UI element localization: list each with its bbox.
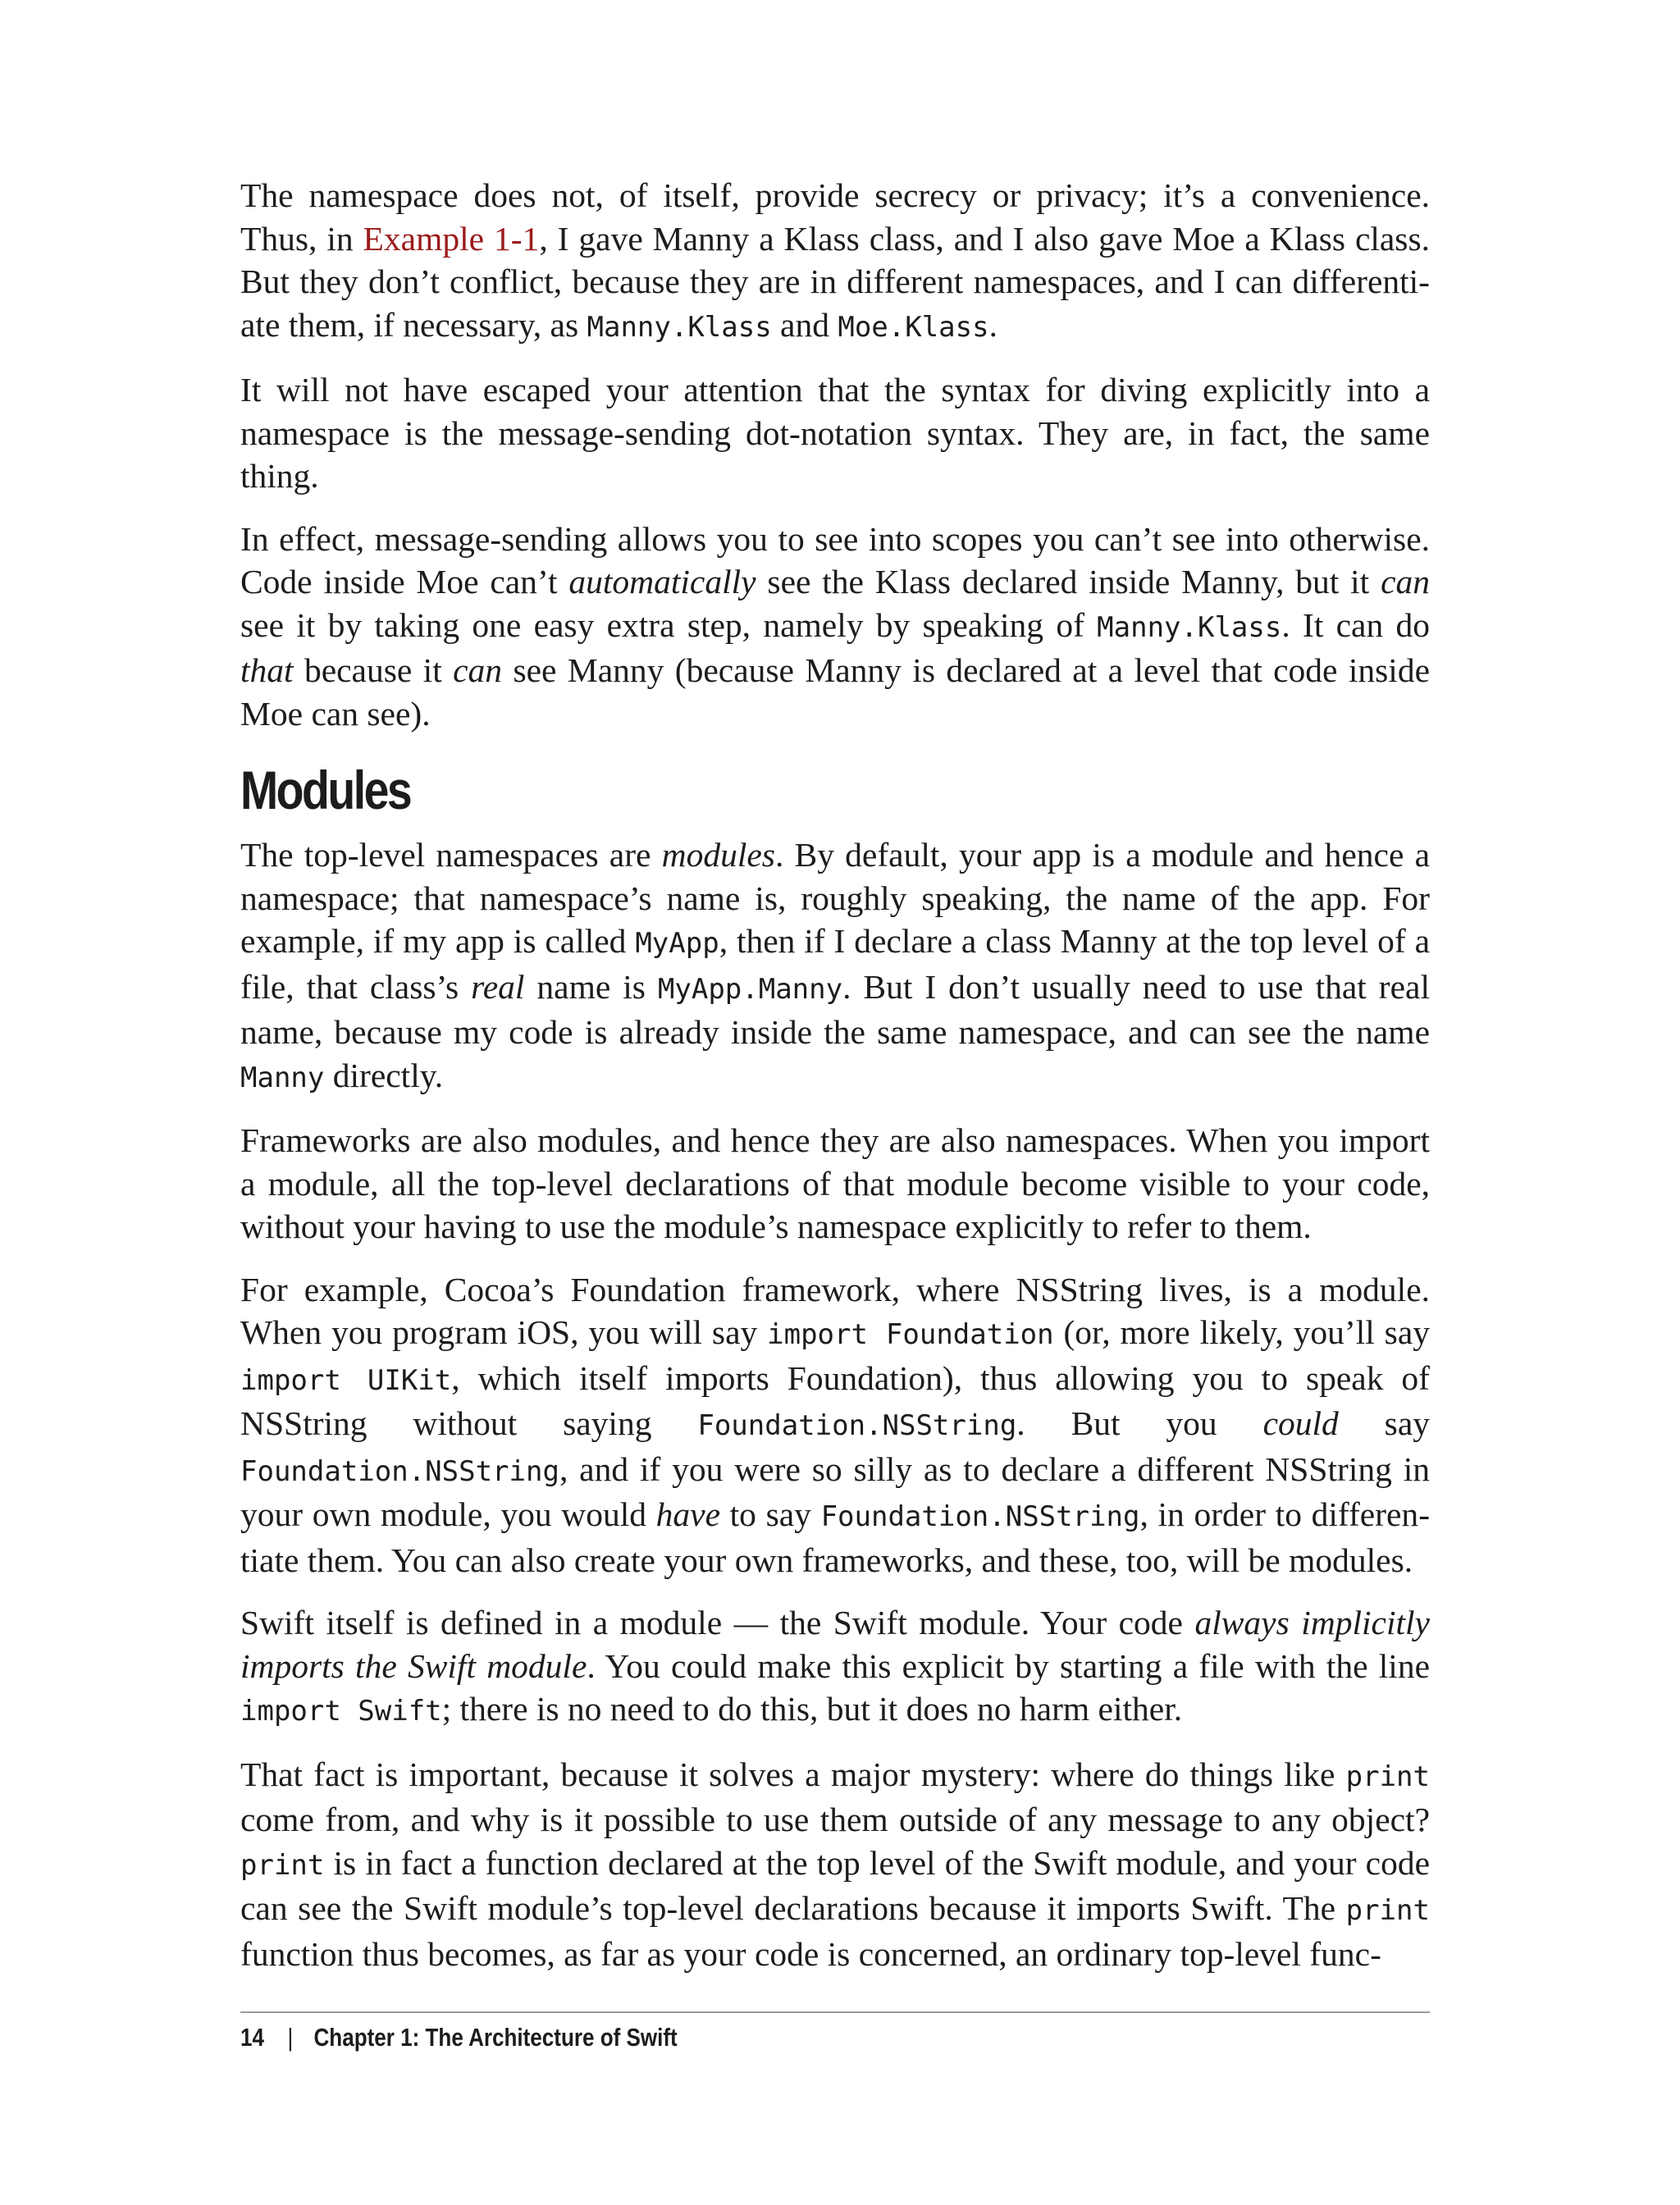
text-run: ; there is no need to do this, but it does no harm either. <box>441 1690 1183 1728</box>
inline-code: import UIKit <box>240 1363 452 1397</box>
page-footer <box>240 2023 678 2052</box>
section-heading-modules: Modules <box>240 760 411 820</box>
text-run: directly. <box>324 1056 444 1094</box>
text-run: come from, and why is it possible to use them outside of any message to any object? <box>240 1801 1430 1838</box>
text-run: , which itself imports Foundation), thus allowing you to speak of NSString without saying <box>240 1358 1431 1442</box>
inline-code: print <box>1345 1894 1430 1927</box>
paragraph-p2 <box>240 368 1430 498</box>
emphasis-text: can <box>453 651 503 689</box>
text-run: Swift itself is defined in a module — the Swift module. Your code <box>240 1604 1195 1641</box>
paragraph-p4 <box>240 833 1430 1099</box>
text-run: . But you <box>1016 1404 1263 1442</box>
inline-code: Manny.Klass <box>1097 610 1282 644</box>
text-run: It will not have escaped your attention that the syntax for diving explicitly into a namespace is the message-sending dot-notation syntax. They are, in fact, the same thing. <box>240 371 1430 495</box>
text-run: , in order to differentiate them. You can also create your own frameworks, and these, too, will be modules. <box>240 1495 1431 1579</box>
text-run: . By default, your app is a module and hence a namespace; that namespace’s name is, roughly speaking, the name of the app. For example, if my app is called <box>240 836 1430 960</box>
text-run: That fact is important, because it solves a major mystery: where do things like <box>240 1755 1346 1793</box>
text-run: , I gave Manny a Klass class, and I also gave Moe a Klass class. But they don’t conflict, because they are in different namespaces, and I can differentiate them, if necessary, as <box>240 219 1430 344</box>
inline-code: print <box>240 1848 325 1882</box>
text-run: see it by taking one easy extra step, namely by speaking of <box>240 605 1098 644</box>
inline-code: Foundation.NSString <box>697 1409 1017 1442</box>
paragraph-p8 <box>240 1753 1430 1976</box>
emphasis-text: that <box>240 651 294 689</box>
inline-code: MyApp <box>635 927 719 960</box>
page-body <box>240 174 1430 1995</box>
text-run: , and if you were so silly as to declare a different NSString in your own module, you would <box>240 1449 1430 1533</box>
emphasis-text: always implicitly imports the Swift module <box>240 1604 1430 1685</box>
text-run: . You could make this explicit by starting a file with the line <box>587 1646 1430 1685</box>
emphasis-text: modules <box>661 836 775 874</box>
text-run: The top-level namespaces are <box>240 836 662 874</box>
text-run: and <box>771 305 838 344</box>
text-run: Frameworks are also modules, and hence they are also namespaces. When you import a module, all the top-level declarations of that module become visible to your code, without your having to use the module’s namespace explicitly to refer to them. <box>240 1121 1430 1245</box>
paragraph-p3 <box>240 518 1430 736</box>
inline-code: Moe.Klass <box>838 310 989 344</box>
paragraph-p5 <box>240 1119 1430 1249</box>
emphasis-text: automatically <box>568 563 756 600</box>
text-run: The namespace does not, of itself, provide secrecy or privacy; it’s a convenience. Thus, in <box>240 176 1430 258</box>
emphasis-text: real <box>471 967 525 1006</box>
inline-code: MyApp.Manny <box>657 972 843 1006</box>
inline-code: import Swift <box>240 1695 442 1728</box>
paragraph-p1 <box>240 174 1430 349</box>
inline-code: Foundation.NSString <box>820 1500 1140 1533</box>
paragraph-p7 <box>240 1601 1430 1733</box>
text-run: function thus becomes, as far as your code is concerned, an ordinary top-level func- <box>240 1934 1381 1973</box>
cross-reference-link[interactable]: Example 1-1 <box>363 219 540 258</box>
text-run: In effect, message-sending allows you to see into scopes you can’t see into otherwise. Code inside Moe can’t <box>240 519 1430 600</box>
text-run: . It can do <box>1281 605 1430 644</box>
inline-code: import Foundation <box>767 1318 1054 1351</box>
text-run: name is <box>524 967 658 1006</box>
footer-separator: | <box>287 2023 294 2052</box>
text-run: see the Klass declared inside Manny, but it <box>756 563 1381 600</box>
chapter-title: Chapter 1: The Architecture of Swift <box>313 2023 678 2052</box>
intro-paragraphs <box>240 174 1430 735</box>
emphasis-text: can <box>1381 563 1430 600</box>
text-run: For example, Cocoa’s Foundation framework, where NSString lives, is a module. When you program iOS, you will say <box>240 1270 1430 1351</box>
paragraph-p6 <box>240 1268 1430 1582</box>
text-run: see Manny (because Manny is declared at a level that code inside Moe can see). <box>240 651 1430 733</box>
modules-paragraphs <box>240 833 1430 1975</box>
text-run: is in fact a function declared at the top level of the Swift module, and your code can see the Swift module’s top-level declarations because it imports Swift. The <box>240 1843 1430 1927</box>
footer-rule <box>240 2011 1430 2013</box>
inline-code: Manny <box>240 1061 325 1094</box>
text-run: . <box>988 305 998 344</box>
text-run: (or, more likely, you’ll say <box>1053 1313 1430 1351</box>
emphasis-text: have <box>655 1495 720 1533</box>
inline-code: print <box>1345 1760 1430 1793</box>
emphasis-text: could <box>1262 1404 1339 1442</box>
text-run: , then if I declare a class Manny at the top level of a file, that class’s <box>240 922 1430 1006</box>
inline-code: Foundation.NSString <box>240 1454 559 1488</box>
page-number: 14 <box>240 2023 264 2052</box>
text-run: . But I don’t usually need to use that real name, because my code is already inside the same namespace, and can see the name <box>240 967 1430 1051</box>
inline-code: Manny.Klass <box>587 310 772 344</box>
text-run: say <box>1338 1404 1430 1442</box>
text-run: to say <box>720 1495 821 1533</box>
text-run: because it <box>293 651 454 689</box>
